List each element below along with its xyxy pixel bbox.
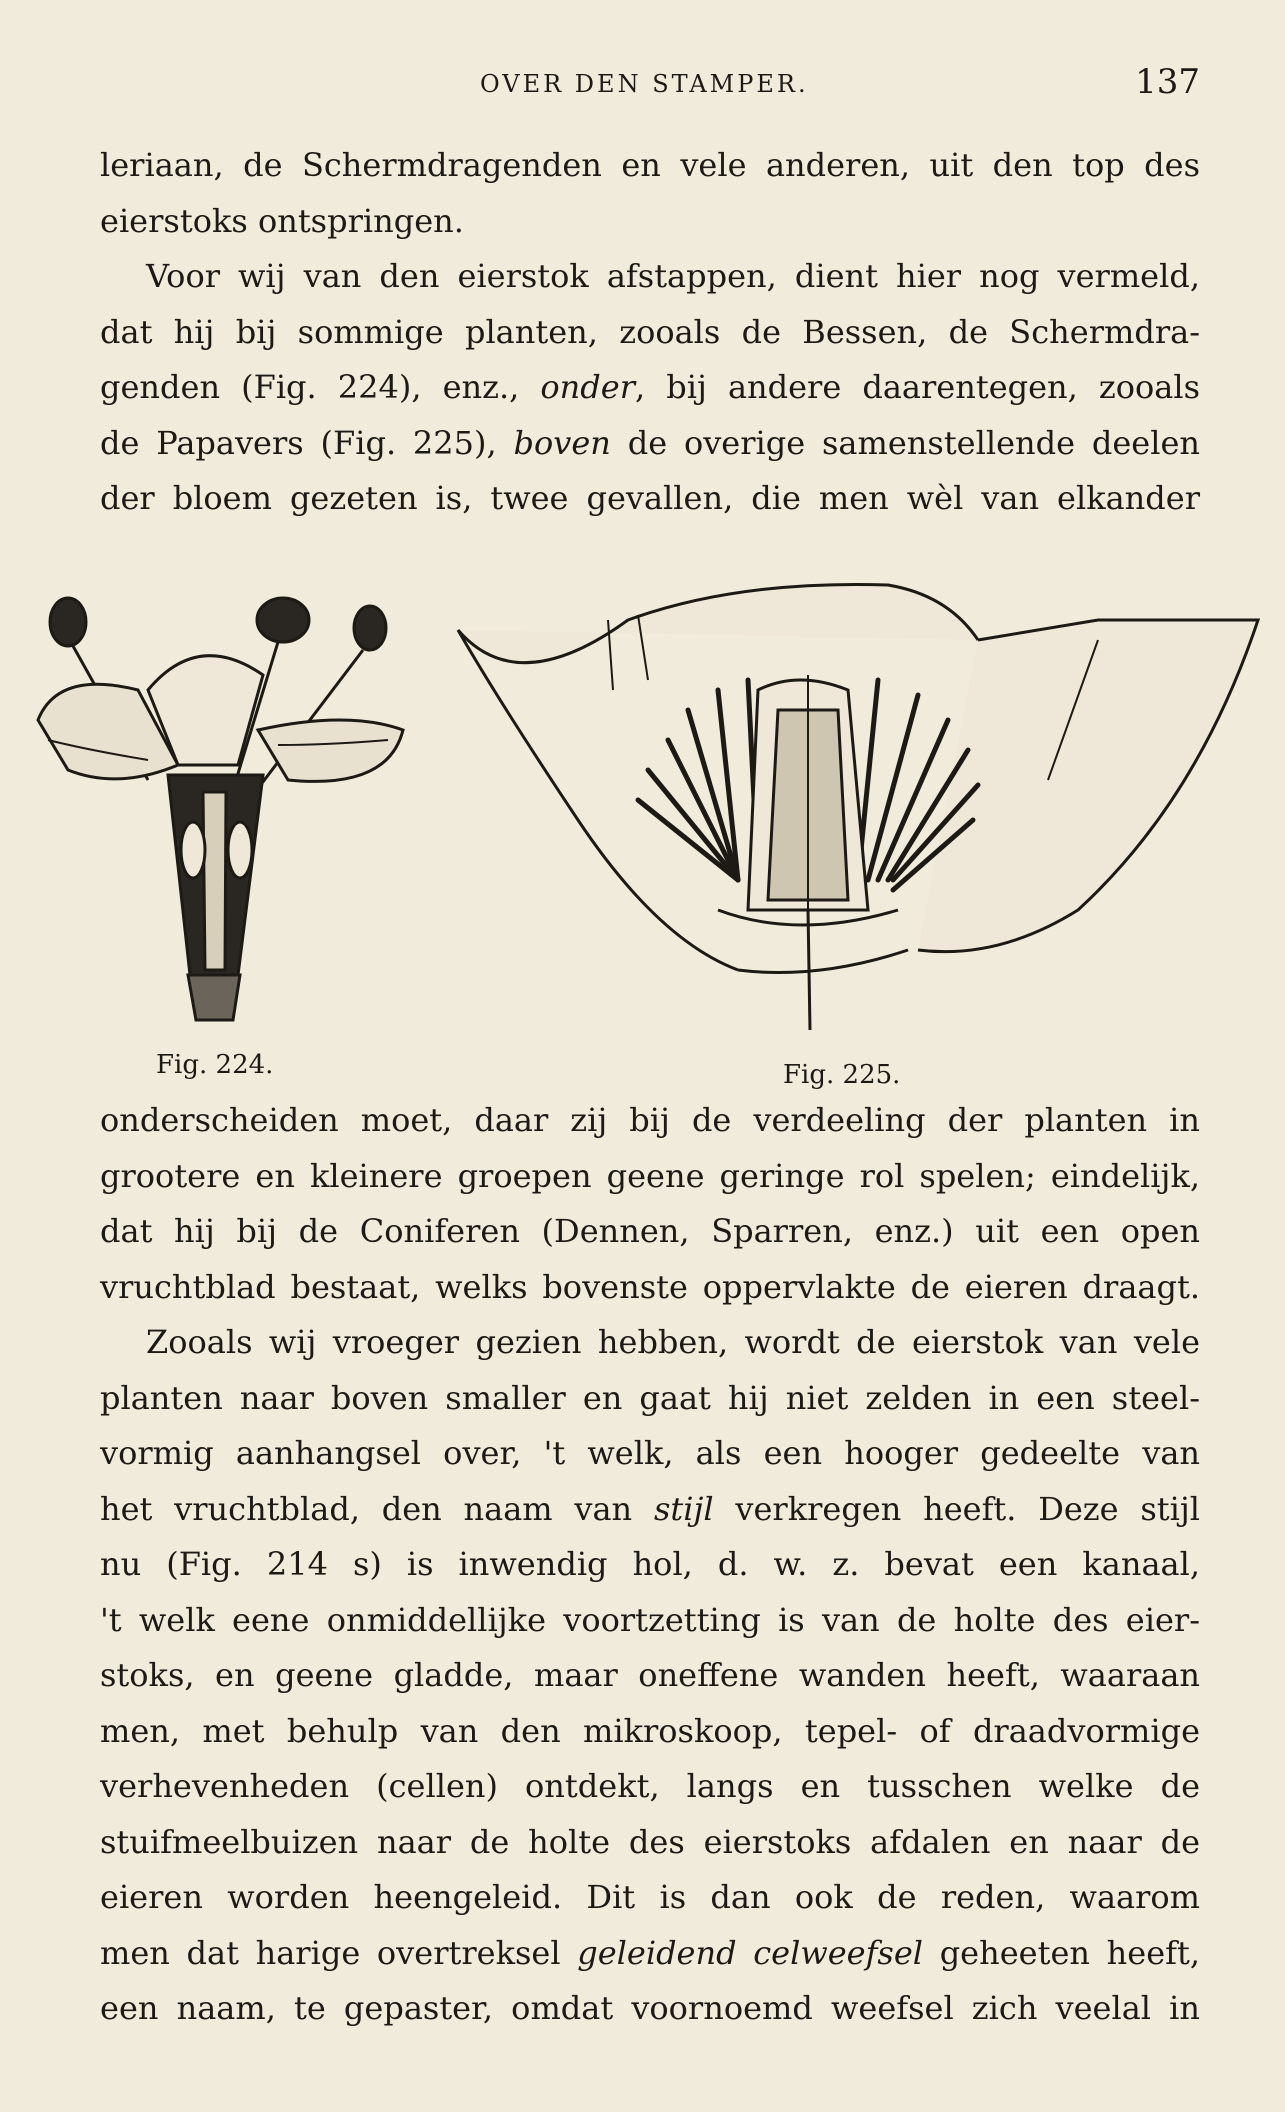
paragraph-ovary-position	[100, 249, 1200, 527]
text-line: 't welk eene onmiddellijke voortzetting is van de holte des eier-	[100, 1600, 1200, 1639]
text-line: grootere en kleinere groepen geene geringe rol spelen; eindelijk,	[100, 1156, 1200, 1195]
text-line: verhevenheden (cellen) ontdekt, langs en tusschen welke de	[100, 1767, 1200, 1805]
emphasis-boven: boven	[513, 423, 611, 462]
text-line: vruchtblad bestaat, welks bovenste oppervlakte de eieren draagt.	[100, 1267, 1200, 1306]
text-line: stoks, en geene gladde, maar oneffene wanden heeft, waaraan	[100, 1656, 1200, 1694]
text-line	[100, 360, 1200, 416]
running-head: OVER DEN STAMPER.	[480, 70, 809, 98]
text-line: dat hij bij de Coniferen (Dennen, Sparren, enz.) uit een open	[100, 1212, 1200, 1250]
emphasis-stijl: stijl	[653, 1489, 714, 1528]
text-run: het vruchtblad, den naam van	[100, 1489, 633, 1528]
text-line	[100, 1482, 1200, 1538]
text-run: geheeten heeft,	[939, 1933, 1201, 1972]
text-run: genden (Fig. 224), enz.,	[100, 368, 520, 406]
text-line: Zooals wij vroeger gezien hebben, wordt de eierstok van vele	[146, 1323, 1200, 1361]
text-line: dat hij bij sommige planten, zooals de Bessen, de Schermdra-	[100, 312, 1200, 351]
text-line: Voor wij van den eierstok afstappen, dient hier nog vermeld,	[146, 257, 1200, 295]
page-number: 137	[1135, 62, 1200, 102]
text-line: eierstoks ontspringen.	[100, 201, 464, 240]
text-line	[100, 416, 1200, 472]
text-line: eieren worden heengeleid. Dit is dan ook de reden, waarom	[100, 1878, 1200, 1916]
text-run: men dat harige overtreksel	[100, 1933, 561, 1972]
text-run: de overige samenstellende deelen	[627, 423, 1201, 462]
text-line: der bloem gezeten is, twee gevallen, die men wèl van elkander	[100, 479, 1200, 517]
page-header	[100, 62, 1200, 112]
text-run: de Papavers (Fig. 225),	[100, 423, 497, 462]
paragraph-continued-bottom	[100, 1093, 1200, 1315]
text-line: een naam, te gepaster, omdat voornoemd weefsel zich veelal in	[100, 1989, 1200, 2027]
emphasis-onder: onder	[540, 368, 635, 406]
text-line: leriaan, de Schermdragenden en vele anderen, uit den top des	[100, 146, 1200, 184]
emphasis-geleidend-celweefsel: geleidend celweefsel	[577, 1933, 924, 1972]
paragraph-continued-top	[100, 138, 1200, 249]
text-line: onderscheiden moet, daar zij bij de verdeeling der planten in	[100, 1101, 1200, 1139]
figure-224-illustration	[28, 580, 418, 1040]
figure-225-illustration	[438, 580, 1268, 1050]
text-line: planten naar boven smaller en gaat hij niet zelden in een steel-	[100, 1378, 1200, 1417]
text-run: , bij andere daarentegen, zooals	[635, 368, 1201, 406]
figures-area	[28, 580, 1268, 1100]
text-line: men, met behulp van den mikroskoop, tepel- of draadvormige	[100, 1711, 1200, 1750]
paragraph-style	[100, 1315, 1200, 2037]
text-line: stuifmeelbuizen naar de holte des eierstoks afdalen en naar de	[100, 1822, 1200, 1861]
text-line: vormig aanhangsel over, 't welk, als een hooger gedeelte van	[100, 1434, 1200, 1472]
figure-225-caption: Fig. 225.	[783, 1060, 901, 1090]
text-run: verkregen heeft. Deze stijl	[735, 1489, 1201, 1528]
figure-224-caption: Fig. 224.	[156, 1050, 274, 1080]
text-line: nu (Fig. 214 s) is inwendig hol, d. w. z. bevat een kanaal,	[100, 1545, 1200, 1583]
text-line	[100, 1926, 1200, 1982]
